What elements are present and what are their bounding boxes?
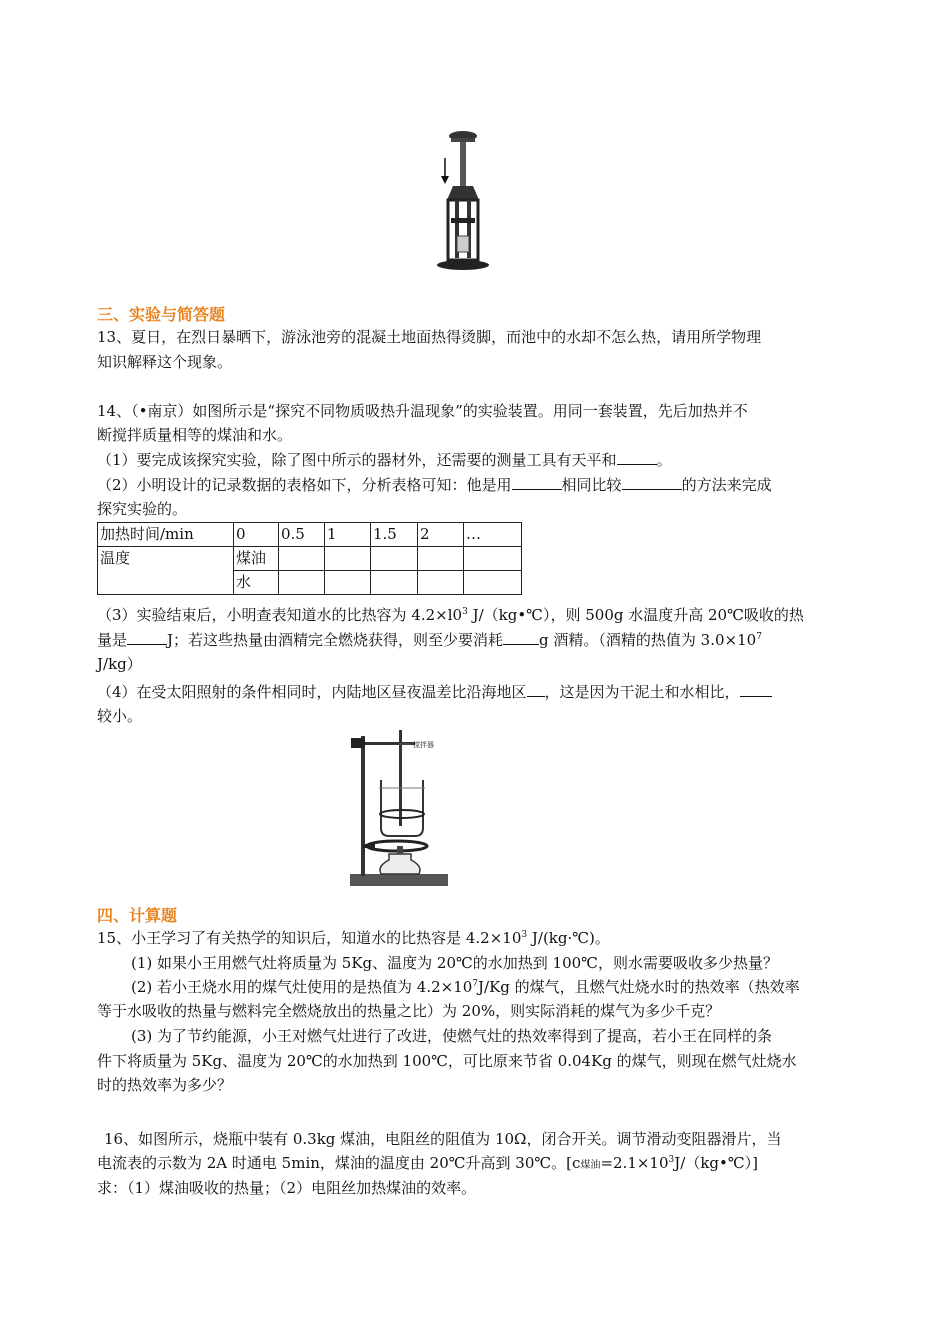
q14-part3-text-b: J/（kg•℃），则 500g 水温度升高 20℃吸收的热 [467,606,804,624]
superscript: 7 [472,979,479,989]
fire-syringe-icon [437,131,489,270]
table-cell[interactable] [418,571,464,595]
table-cell: 加热时间/min [98,523,234,547]
q16-line1: 16、如图所示，烧瓶中装有 0.3kg 煤油，电阻丝的阻值为 10Ω，闭合开关。调节滑动变阻器滑片，当 [104,1130,782,1148]
q14-part1 [97,448,857,472]
superscript: 7 [756,632,762,642]
table-cell: 水 [234,571,279,595]
table-cell: 煤油 [234,547,279,571]
answer-blank[interactable] [127,628,167,645]
q15-intro [97,926,857,950]
table-cell: … [464,523,522,547]
answer-blank[interactable] [622,473,682,490]
q16-line2 [97,1151,857,1178]
heating-stirrer-icon [350,730,448,886]
q13-line1: 13、夏日，在烈日暴晒下，游泳池旁的混凝土地面热得烫脚，而池中的水却不怎么热，请用所学物理 [97,328,762,346]
table-cell[interactable] [325,547,371,571]
table-cell[interactable] [325,571,371,595]
q15-sub1: (1) 如果小王用燃气灶将质量为 5Kg、温度为 20℃的水加热到 100℃，则水需要吸收多少热量？ [131,954,778,972]
answer-blank[interactable] [617,448,657,465]
table-cell: 0 [234,523,279,547]
q13-line2: 知识解释这个现象。 [97,353,233,371]
table-cell: 1.5 [371,523,418,547]
superscript: 3 [462,607,468,617]
q15-sub3-line2: 件下将质量为 5Kg、温度为 20℃的水加热到 100℃，可比原来节省 0.04Kg 的煤气，则现在燃气灶烧水 [97,1052,797,1070]
superscript: 3 [668,1155,675,1165]
answer-blank[interactable] [512,473,562,490]
q16-line2-c: J/（kg•℃）] [674,1154,759,1172]
q15-sub3: (3) 为了节约能源，小王对燃气灶进行了改进，使燃气灶的热效率得到了提高，若小王在同样的条 [131,1027,773,1045]
subscript: 煤油 [580,1160,601,1171]
stirrer-apparatus-figure [345,728,455,890]
table-cell[interactable] [371,547,418,571]
answer-blank[interactable] [503,628,539,645]
table-cell[interactable] [464,571,522,595]
q14-part2 [97,473,857,497]
table-row [98,523,522,547]
answer-blank[interactable] [527,680,545,697]
q14-part1-end: 。 [656,451,672,469]
q14-part3-text-a: （3）实验结束后，小明查表知道水的比热容为 4.2×l0 [97,606,463,624]
q14-line1: 14、（•南京）如图所示是“探究不同物质吸热升温现象”的实验装置。用同一套装置，先后加热并不 [97,402,748,420]
table-cell[interactable] [279,571,325,595]
q14-part2-line2: 探究实验的。 [97,500,188,518]
q14-part2-text-c: 的方法来完成 [681,476,772,494]
q14-part3-line2-a: 量是 [97,631,128,649]
q14-part3 [97,603,857,627]
q15-sub2-b: J/Kg 的煤气，且燃气灶烧水时的热效率（热效率 [478,978,800,996]
fire-syringe-figure [425,128,505,273]
q15-intro-a: 15、小王学习了有关热学的知识后，知道水的比热容是 4.2×10 [97,929,522,947]
q15-sub2 [131,975,891,999]
section3-title: 三、实验与简答题 [97,305,226,324]
q15-sub3-line3: 时的热效率为多少？ [97,1076,233,1094]
stirrer-label: 搅拌器 [413,741,434,749]
q14-part4-text-b: ，这是因为干泥土和水相比， [544,683,740,701]
q14-part3-line2-b: J；若这些热量由酒精完全燃烧获得，则至少要消耗 [167,631,504,649]
section4-title: 四、计算题 [97,906,178,925]
q14-part4-text-a: （4）在受太阳照射的条件相同时，内陆地区昼夜温差比沿海地区 [97,683,527,701]
table-cell: 0.5 [279,523,325,547]
q14-part3-line2-c: g 酒精。（酒精的热值为 3.0×10 [539,631,757,649]
q15-sub2-line2: 等于水吸收的热量与燃料完全燃烧放出的热量之比）为 20%，则实际消耗的煤气为多少千克？ [97,1002,721,1020]
q14-part3-line2 [97,628,857,652]
q16-line3: 求：（1）煤油吸收的热量；（2）电阻丝加热煤油的效率。 [97,1179,477,1197]
q14-part3-line3: J/kg） [97,655,142,673]
table-cell[interactable] [279,547,325,571]
table-cell: 1 [325,523,371,547]
answer-blank[interactable] [740,680,772,697]
q14-part2-text-a: （2）小明设计的记录数据的表格如下，分析表格可知：他是用 [97,476,512,494]
q14-part2-text-b: 相同比较 [561,476,622,494]
table-cell: 2 [418,523,464,547]
q15-sub2-a: (2) 若小王烧水用的煤气灶使用的是热值为 4.2×10 [131,978,473,996]
q14-line2: 断搅拌质量相等的煤油和水。 [97,426,293,444]
q14-part4-line2: 较小。 [97,707,143,725]
table-cell[interactable] [371,571,418,595]
table-cell[interactable] [464,547,522,571]
table-cell: 温度 [98,547,234,595]
q16-line2-b: =2.1×10 [600,1154,669,1172]
q15-intro-b: J/(kg·℃)。 [527,929,610,947]
q16-line2-a: 电流表的示数为 2A 时通电 5min，煤油的温度由 20℃升高到 30℃。[c [97,1154,581,1172]
record-table [97,522,522,595]
q14-part4 [97,680,857,704]
q14-part1-text: （1）要完成该探究实验，除了图中所示的器材外，还需要的测量工具有天平和 [97,451,617,469]
table-cell[interactable] [418,547,464,571]
table-row [98,547,522,571]
superscript: 3 [521,930,528,940]
